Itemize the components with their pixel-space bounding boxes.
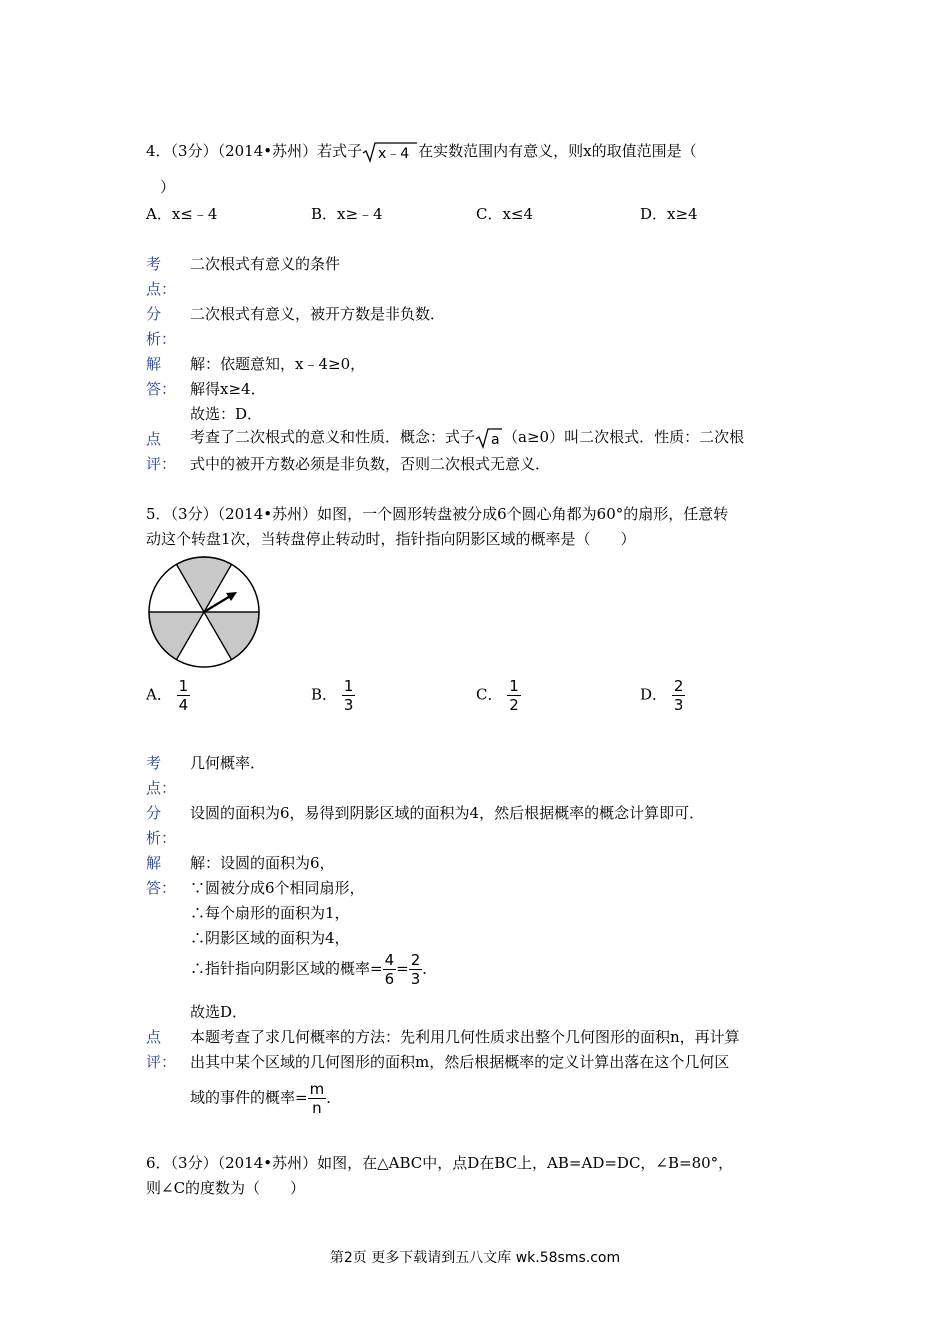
q5-fenxi: 设圆的面积为6，易得到阴影区域的面积为4，然后根据概率的概念计算即可． bbox=[190, 804, 705, 822]
fraction: $\frac{2}{3}$ bbox=[673, 677, 684, 714]
svg-text:a: a bbox=[491, 432, 500, 448]
q5-kaodian: 几何概率． bbox=[190, 754, 266, 772]
q4-jieda-line-1: 解：依题意知，x﹣4≥0， bbox=[190, 355, 366, 373]
q4-dianping-label-1: 点 bbox=[146, 430, 162, 448]
radical-sign-icon bbox=[362, 141, 418, 163]
q4-option-b: B．x≥﹣4 bbox=[311, 205, 383, 223]
q4-option-d: D．x≥4 bbox=[640, 205, 698, 223]
radical-sign-icon bbox=[475, 427, 503, 449]
shaded-sector-bottom-left bbox=[149, 612, 204, 660]
q6-stem-1: 6．（3分）（2014•苏州）如图，在△ABC中，点D在BC上，AB=AD=DC，∠B=80°， bbox=[146, 1154, 734, 1172]
q4-option-a: A．x≤﹣4 bbox=[146, 205, 218, 223]
q4-jieda-line-3: 故选：D． bbox=[190, 405, 263, 423]
q4-fenxi: 二次根式有意义，被开方数是非负数． bbox=[190, 305, 446, 323]
q4-kaodian-label-2: 点： bbox=[146, 280, 177, 298]
q5-stem-1: 5．（3分）（2014•苏州）如图，一个圆形转盘被分成6个圆心角都为60°的扇形，任意转 bbox=[146, 505, 729, 523]
q5-fenxi-label-1: 分 bbox=[146, 804, 162, 822]
fraction: $\frac{1}{2}$ bbox=[509, 677, 519, 714]
q5-jieda-line-1: 解：设圆的面积为6， bbox=[190, 854, 335, 872]
q4-dianping-line-2: 式中的被开方数必须是非负数，否则二次根式无意义． bbox=[190, 455, 551, 473]
svg-text:x﹣4: x﹣4 bbox=[378, 146, 410, 162]
q5-jieda-label-2: 答： bbox=[146, 879, 177, 897]
q4-fenxi-label-2: 析： bbox=[146, 330, 177, 348]
q6-stem-2: 则∠C的度数为（ ） bbox=[146, 1179, 306, 1197]
q5-jieda-label-1: 解 bbox=[146, 854, 162, 872]
q4-option-c: C．x≤4 bbox=[476, 205, 534, 223]
q5-option-c: C． $\frac{1}{2}$ bbox=[476, 677, 519, 714]
q4-jieda-line-2: 解得x≥4． bbox=[190, 380, 266, 398]
shaded-sector-bottom-right bbox=[204, 612, 259, 660]
q5-dianping-line-2: 出其中某个区域的几何图形的面积m，然后根据概率的定义计算出落在这个几何区 bbox=[190, 1053, 730, 1071]
q5-dianping-line-1: 本题考查了求几何概率的方法：先利用几何性质求出整个几何图形的面积n，再计算 bbox=[190, 1028, 740, 1046]
q5-fenxi-label-2: 析： bbox=[146, 829, 177, 847]
fraction: $\frac{1}{3}$ bbox=[343, 677, 354, 714]
q5-dianping-line-3: 域的事件的概率= $\frac{m}{n}$ ． bbox=[190, 1080, 342, 1117]
sqrt-x-minus-4 bbox=[362, 141, 418, 163]
q5-jieda-line-3: ∴每个扇形的面积为1， bbox=[190, 904, 350, 922]
q5-jieda-choice: 故选D． bbox=[190, 1003, 248, 1021]
q5-jieda-line-5: ∴指针指向阴影区域的概率= $\frac{4}{6}$ = $\frac{2}{3}$ ． bbox=[190, 951, 438, 988]
q4-fenxi-label-1: 分 bbox=[146, 305, 162, 323]
q5-jieda-line-4: ∴阴影区域的面积为4， bbox=[190, 929, 350, 947]
fraction: $\frac{m}{n}$ bbox=[309, 1080, 325, 1117]
q4-dianping-line-1: 考查了二次根式的意义和性质．概念：式子 a （a≥0）叫二次根式．性质：二次根 bbox=[190, 428, 745, 448]
q5-kaodian-label-1: 考 bbox=[146, 754, 162, 772]
q5-option-a: A． $\frac{1}{4}$ bbox=[146, 677, 189, 714]
q4-dianping-label-2: 评： bbox=[146, 455, 177, 473]
q5-dianping-label-2: 评： bbox=[146, 1053, 177, 1071]
q5-jieda-line-2: ∵圆被分成6个相同扇形， bbox=[190, 879, 365, 897]
q5-dianping-label-1: 点 bbox=[146, 1028, 162, 1046]
q5-option-d: D． $\frac{2}{3}$ bbox=[640, 677, 684, 714]
q4-jieda-label-2: 答： bbox=[146, 380, 177, 398]
q5-kaodian-label-2: 点： bbox=[146, 779, 177, 797]
fraction: $\frac{2}{3}$ bbox=[410, 951, 421, 988]
q4-kaodian: 二次根式有意义的条件 bbox=[190, 255, 341, 273]
fraction: $\frac{1}{4}$ bbox=[178, 677, 189, 714]
q4-stem-end: ） bbox=[160, 178, 176, 196]
fraction: $\frac{4}{6}$ bbox=[384, 951, 395, 988]
q5-option-b: B． $\frac{1}{3}$ bbox=[311, 677, 354, 714]
q4-jieda-label-1: 解 bbox=[146, 355, 162, 373]
spinner-figure bbox=[144, 555, 266, 673]
page-footer: 第2页 更多下载请到五八文库 wk.58sms.com bbox=[329, 1250, 621, 1266]
q4-kaodian-label-1: 考 bbox=[146, 255, 162, 273]
q5-stem-2: 动这个转盘1次，当转盘停止转动时，指针指向阴影区域的概率是（ ） bbox=[146, 530, 636, 548]
q4-stem: 4．（3分）（2014•苏州）若式子 x﹣4 在实数范围内有意义，则x的取值范围是（ bbox=[146, 142, 697, 162]
shaded-sector-top bbox=[177, 557, 232, 612]
sqrt-a bbox=[475, 427, 503, 449]
